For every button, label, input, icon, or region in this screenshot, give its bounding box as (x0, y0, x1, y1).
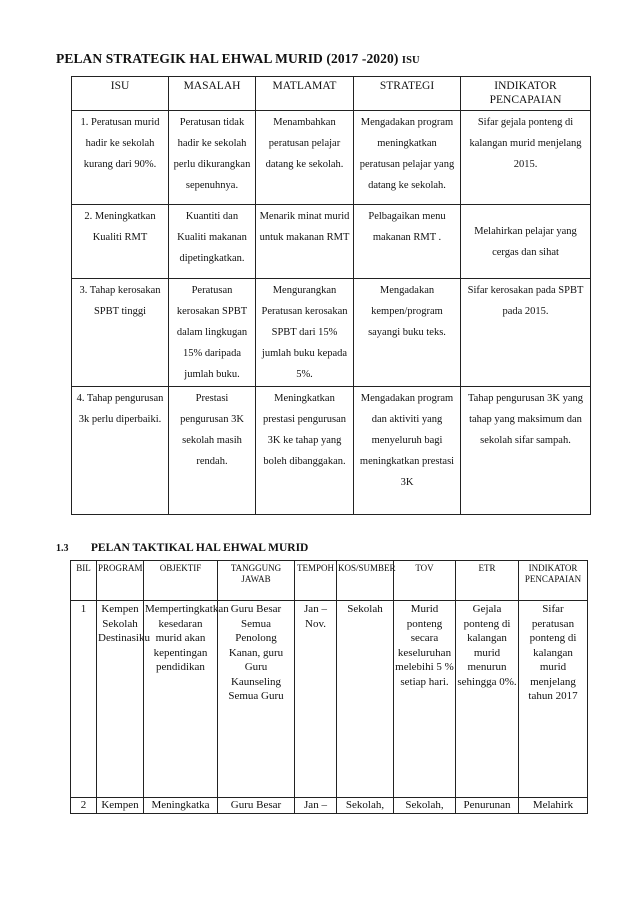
cell-tanggungjawab: Guru Besar Semua Penolong Kanan, guru Guru Kaunseling Semua Guru (218, 601, 295, 798)
header-matlamat: MATLAMAT (256, 77, 354, 111)
cell-indikator: Sifar peratusan ponteng di kalangan murid menjelang tahun 2017 (519, 601, 588, 798)
cell-indikator: Melahirk (519, 798, 588, 814)
section-heading (56, 542, 308, 554)
cell-tov: Murid ponteng secara keseluruhan melebihi 5 % setiap hari. (394, 601, 456, 798)
cell-strategi: Mengadakan program meningkatkan peratusan pelajar yang datang ke sekolah. (354, 111, 461, 205)
cell-matlamat: Menambahkan peratusan pelajar datang ke sekolah. (256, 111, 354, 205)
tactical-plan-table (70, 560, 588, 814)
cell-bil: 1 (71, 601, 97, 798)
cell-isu: 4. Tahap pengurusan 3k perlu diperbaiki. (72, 387, 169, 515)
cell-tempoh: Jan – (295, 798, 337, 814)
table-row (72, 279, 591, 387)
strategic-plan-table (71, 76, 591, 515)
cell-strategi: Pelbagaikan menu makanan RMT . (354, 205, 461, 279)
cell-kos-sumber: Sekolah, (337, 798, 394, 814)
cell-tov: Sekolah, (394, 798, 456, 814)
cell-isu: 1. Peratusan murid hadir ke sekolah kurang dari 90%. (72, 111, 169, 205)
header-objektif: OBJEKTIF (144, 561, 218, 601)
header-tempoh: TEMPOH (295, 561, 337, 601)
header-indikator: INDIKATOR PENCAPAIAN (519, 561, 588, 601)
header-indikator: INDIKATOR PENCAPAIAN (461, 77, 591, 111)
table-row (72, 387, 591, 515)
cell-objektif: Mempertingkatkan kesedaran murid akan kepentingan pendidikan (144, 601, 218, 798)
cell-matlamat: Mengurangkan Peratusan kerosakan SPBT dari 15% jumlah buku kepada 5%. (256, 279, 354, 387)
cell-etr: Penurunan (456, 798, 519, 814)
cell-indikator: Melahirkan pelajar yang cergas dan sihat (461, 205, 591, 279)
header-program: PROGRAM (97, 561, 144, 601)
cell-etr: Gejala ponteng di kalangan murid menurun sehingga 0%. (456, 601, 519, 798)
cell-masalah: Prestasi pengurusan 3K sekolah masih rendah. (169, 387, 256, 515)
header-tov: TOV (394, 561, 456, 601)
cell-kos-sumber: Sekolah (337, 601, 394, 798)
table-row (71, 798, 588, 814)
header-strategi: STRATEGI (354, 77, 461, 111)
header-bil: BIL (71, 561, 97, 601)
cell-matlamat: Menarik minat murid untuk makanan RMT (256, 205, 354, 279)
page-title (56, 51, 420, 67)
header-masalah: MASALAH (169, 77, 256, 111)
title-tail: ISU (401, 55, 420, 66)
cell-strategi: Mengadakan kempen/program sayangi buku teks. (354, 279, 461, 387)
section-title: PELAN TAKTIKAL HAL EHWAL MURID (90, 542, 309, 554)
header-etr: ETR (456, 561, 519, 601)
table-header-row (72, 77, 591, 111)
header-kos-sumber: KOS/SUMBER (337, 561, 394, 601)
cell-program: Kempen (97, 798, 144, 814)
title-main: PELAN STRATEGIK HAL EHWAL MURID (2017 -2020) (56, 51, 399, 66)
cell-masalah: Peratusan kerosakan SPBT dalam lingkugan 15% daripada jumlah buku. (169, 279, 256, 387)
table-row (71, 601, 588, 798)
cell-masalah: Peratusan tidak hadir ke sekolah perlu dikurangkan sepenuhnya. (169, 111, 256, 205)
header-isu: ISU (72, 77, 169, 111)
cell-indikator: Tahap pengurusan 3K yang tahap yang maksimum dan sekolah sifar sampah. (461, 387, 591, 515)
table-header-row (71, 561, 588, 601)
cell-strategi: Mengadakan program dan aktiviti yang menyeluruh bagi meningkatkan prestasi 3K (354, 387, 461, 515)
cell-indikator: Sifar gejala ponteng di kalangan murid menjelang 2015. (461, 111, 591, 205)
cell-tanggungjawab: Guru Besar (218, 798, 295, 814)
cell-isu: 2. Meningkatkan Kualiti RMT (72, 205, 169, 279)
table-row (72, 205, 591, 279)
cell-isu: 3. Tahap kerosakan SPBT tinggi (72, 279, 169, 387)
cell-matlamat: Meningkatkan prestasi pengurusan 3K ke tahap yang boleh dibanggakan. (256, 387, 354, 515)
cell-program: Kempen Sekolah Destinasiku (97, 601, 144, 798)
header-tanggungjawab: TANGGUNG JAWAB (218, 561, 295, 601)
section-number: 1.3 (56, 543, 69, 554)
cell-tempoh: Jan – Nov. (295, 601, 337, 798)
table-row (72, 111, 591, 205)
cell-bil: 2 (71, 798, 97, 814)
cell-objektif: Meningkatka (144, 798, 218, 814)
cell-masalah: Kuantiti dan Kualiti makanan dipetingkatkan. (169, 205, 256, 279)
cell-indikator: Sifar kerosakan pada SPBT pada 2015. (461, 279, 591, 387)
